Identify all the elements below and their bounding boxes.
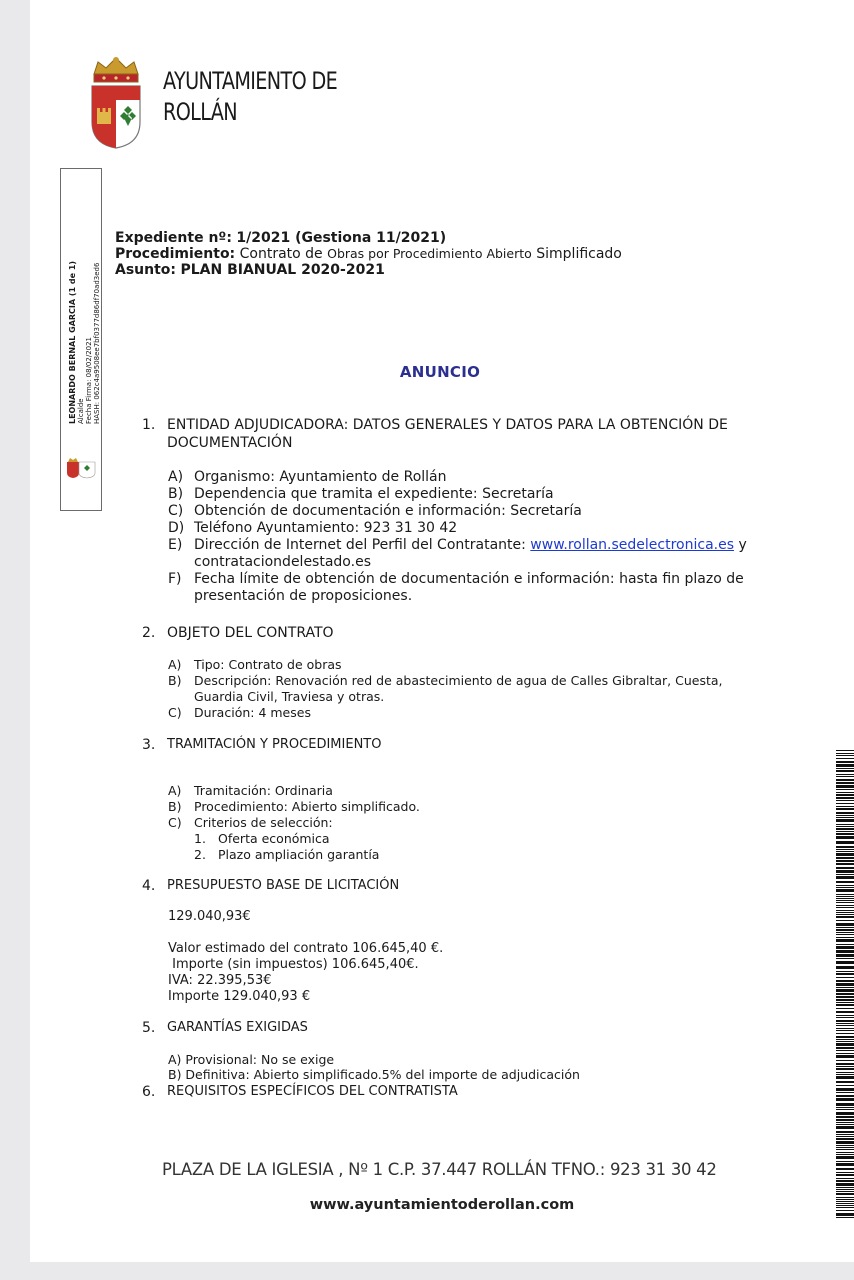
barcode-bar: [836, 958, 854, 959]
barcode-bar: [836, 808, 854, 810]
coat-of-arms-logo: [88, 54, 144, 150]
section-number: 5.: [142, 1020, 156, 1036]
barcode-bar: [836, 1008, 854, 1009]
barcode-bar: [836, 1053, 854, 1054]
barcode-bar: [836, 815, 854, 816]
barcode-bar: [836, 896, 854, 897]
barcode-bar: [836, 1197, 854, 1198]
barcode-bar: [836, 1107, 854, 1108]
barcode-bar: [836, 782, 854, 784]
barcode-bar: [836, 789, 854, 790]
barcode-bar: [836, 1081, 854, 1083]
barcode-bar: [836, 1074, 854, 1075]
barcode-bar: [836, 1161, 854, 1162]
barcode-bar: [836, 755, 854, 756]
list-item: [168, 469, 747, 486]
list-item: [168, 705, 723, 721]
barcode-bar: [836, 929, 854, 931]
barcode-bar: [836, 1189, 854, 1190]
barcode-bar: [836, 1187, 854, 1188]
barcode-bar: [836, 987, 854, 988]
barcode-bar: [836, 1168, 854, 1170]
asunto-value: PLAN BIANUAL 2020-2021: [180, 262, 385, 278]
barcode-bar: [836, 1095, 854, 1097]
barcode-bar: [836, 1112, 854, 1115]
barcode-bar: [836, 776, 854, 777]
barcode-bar: [836, 1122, 854, 1123]
item-text: Duración: 4 meses: [194, 705, 311, 720]
barcode-bar: [836, 779, 854, 781]
section-title-text: REQUISITOS ESPECÍFICOS DEL CONTRATISTA: [167, 1084, 458, 1099]
barcode-bar: [836, 1174, 854, 1176]
guarantee-line: A) Provisional: No se exige: [168, 1052, 335, 1067]
barcode-bar: [836, 1020, 854, 1022]
barcode-image: [836, 750, 854, 1218]
barcode-bar: [836, 1207, 854, 1208]
barcode-bar: [836, 857, 854, 859]
barcode-bar: [836, 1063, 854, 1065]
barcode-bar: [836, 833, 854, 835]
signature-date: Fecha Firma: 08/02/2021: [85, 336, 93, 424]
barcode-bar: [836, 1023, 854, 1024]
barcode-bar: [836, 774, 854, 775]
item-text-cont: Guardia Civil, Traviesa y otras.: [194, 689, 385, 704]
item-text: Dirección de Internet del Perfil del Contratante:: [194, 537, 526, 553]
barcode-bar: [836, 961, 854, 964]
barcode-bar: [836, 1172, 854, 1173]
list-item: [168, 783, 420, 799]
barcode-bar: [836, 950, 854, 953]
barcode-bar: [836, 1060, 854, 1061]
procedimiento-label: Procedimiento:: [115, 246, 236, 262]
barcode-bar: [836, 846, 854, 848]
barcode-bar: [836, 934, 854, 935]
barcode-bar: [836, 800, 854, 801]
barcode-bar: [836, 1154, 854, 1155]
item-text-cont: presentación de proposiciones.: [194, 588, 413, 604]
barcode-bar: [836, 1191, 854, 1192]
signature-stamp: [68, 244, 102, 424]
barcode-bar: [836, 910, 854, 911]
item-text: Criterios de selección:: [194, 815, 333, 830]
barcode-bar: [836, 817, 854, 818]
barcode-bar: [836, 1213, 854, 1216]
barcode-bar: [836, 836, 854, 839]
barcode-bar: [836, 1098, 854, 1101]
barcode-bar: [836, 887, 854, 888]
item-label: D): [168, 520, 185, 536]
item-text: Teléfono Ayuntamiento: 923 31 30 42: [194, 520, 458, 536]
procedimiento-line: [115, 246, 622, 262]
barcode-bar: [836, 973, 854, 975]
header-title-line1: AYUNTAMIENTO DE: [163, 67, 338, 95]
budget-line: IVA: 22.395,53€: [168, 973, 272, 988]
section-number: 3.: [142, 737, 156, 753]
item-text: Organismo: Ayuntamiento de Rollán: [194, 469, 447, 485]
barcode-bar: [836, 1201, 854, 1202]
section-title-text: PRESUPUESTO BASE DE LICITACIÓN: [167, 878, 400, 893]
barcode-bar: [836, 1043, 854, 1046]
item-text: Fecha límite de obtención de documentación e información: hasta fin plazo de: [194, 571, 744, 587]
barcode-bar: [836, 1199, 854, 1200]
barcode-bar: [836, 996, 854, 998]
item-text: Descripción: Renovación red de abastecimiento de agua de Calles Gibraltar, Cuesta,: [194, 673, 723, 688]
barcode-bar: [836, 770, 854, 772]
signer-role: Alcalde: [77, 398, 85, 424]
footer-address: PLAZA DE LA IGLESIA , Nº 1 C.P. 37.447 ROLLÁN TFNO.: 923 31 30 42: [162, 1160, 717, 1179]
document-page: [30, 0, 854, 1262]
barcode-bar: [836, 851, 854, 852]
barcode-bar: [836, 1066, 854, 1067]
section-title-text-cont: DOCUMENTACIÓN: [167, 435, 293, 451]
section-number: 1.: [142, 417, 156, 433]
barcode-bar: [836, 1109, 854, 1110]
item-label: F): [168, 571, 182, 587]
section-3-list: [168, 783, 420, 863]
barcode-bar: [836, 971, 854, 972]
barcode-bar: [836, 916, 854, 918]
expediente-value: 1/2021 (Gestiona 11/2021): [236, 230, 447, 246]
section-number: 4.: [142, 878, 156, 894]
barcode-bar: [836, 812, 854, 814]
barcode-bar: [836, 1126, 854, 1129]
barcode-bar: [836, 1203, 854, 1204]
barcode-bar: [836, 1210, 854, 1211]
item-label: B): [168, 673, 182, 688]
barcode-bar: [836, 860, 854, 862]
item-text: Plazo ampliación garantía: [218, 847, 380, 862]
section-2-list: [168, 657, 723, 721]
section-number: 2.: [142, 625, 156, 641]
item-text-after: y: [738, 537, 747, 553]
barcode-bar: [836, 946, 854, 949]
item-label: 1.: [194, 831, 206, 846]
perfil-contratante-link[interactable]: www.rollan.sedelectronica.es: [530, 537, 735, 553]
barcode-bar: [836, 1152, 854, 1153]
item-label: A): [168, 783, 182, 798]
section-title-text: OBJETO DEL CONTRATO: [167, 625, 334, 641]
barcode-bar: [836, 1050, 854, 1051]
barcode-bar: [836, 1055, 854, 1058]
sub-list: [168, 831, 420, 863]
barcode-bar: [836, 1163, 854, 1166]
barcode-bar: [836, 1193, 854, 1195]
procedimiento-value-b: Obras por Procedimiento Abierto: [327, 246, 532, 261]
barcode-bar: [836, 750, 854, 751]
barcode-bar: [836, 1085, 854, 1086]
list-item: [168, 537, 747, 571]
barcode-bar: [836, 894, 854, 895]
item-text: Tipo: Contrato de obras: [194, 657, 342, 672]
barcode-bar: [836, 758, 854, 759]
barcode-bar: [836, 927, 854, 928]
item-label: C): [168, 503, 184, 519]
item-text: Oferta económica: [218, 831, 330, 846]
barcode-bar: [836, 1004, 854, 1006]
procedimiento-value-c: Simplificado: [536, 246, 622, 262]
barcode-bar: [836, 1036, 854, 1038]
barcode-bar: [836, 753, 854, 754]
barcode-bar: [836, 1180, 854, 1182]
barcode-bar: [836, 1116, 854, 1118]
barcode-bar: [836, 1147, 854, 1148]
barcode-bar: [836, 966, 854, 969]
barcode-bar: [836, 923, 854, 926]
anuncio-heading: ANUNCIO: [399, 363, 481, 381]
barcode-bar: [836, 944, 854, 945]
barcode-bar: [836, 900, 854, 901]
barcode-bar: [836, 1149, 854, 1150]
barcode-bar: [836, 785, 854, 788]
item-label: E): [168, 537, 183, 553]
barcode-bar: [836, 831, 854, 832]
barcode-bar: [836, 1025, 854, 1026]
barcode-bar: [836, 1092, 854, 1093]
barcode-bar: [836, 797, 854, 799]
sub-list-item: [194, 831, 420, 847]
item-label: A): [168, 469, 184, 485]
barcode-bar: [836, 889, 854, 892]
list-item: [168, 571, 747, 605]
guarantee-line: B) Definitiva: Abierto simplificado.5% del importe de adjudicación: [168, 1067, 580, 1082]
guarantees-list: [168, 1052, 580, 1082]
section-title-text: ENTIDAD ADJUDICADORA: DATOS GENERALES Y DATOS PARA LA OBTENCIÓN DE: [167, 417, 728, 433]
barcode-bar: [836, 1017, 854, 1018]
barcode-bar: [836, 849, 854, 850]
list-item: [168, 486, 747, 503]
header-title-line2: ROLLÁN: [163, 98, 237, 126]
barcode-bar: [836, 1119, 854, 1121]
item-text: Procedimiento: Abierto simplificado.: [194, 799, 420, 814]
barcode-bar: [836, 1041, 854, 1042]
barcode-bar: [836, 1068, 854, 1070]
barcode-bar: [836, 993, 854, 995]
barcode-bar: [836, 824, 854, 825]
expediente-label: Expediente nº:: [115, 230, 232, 246]
barcode-bar: [836, 1088, 854, 1091]
barcode-bar: [836, 870, 854, 873]
barcode-bar: [836, 1141, 854, 1144]
barcode-bar: [836, 1103, 854, 1106]
barcode-bar: [836, 863, 854, 865]
barcode-bar: [836, 794, 854, 796]
section-title-text: GARANTÍAS EXIGIDAS: [167, 1020, 308, 1035]
barcode-bar: [836, 874, 854, 875]
barcode-bar: [836, 1028, 854, 1029]
item-text: Tramitación: Ordinaria: [194, 783, 333, 798]
signature-logo-icon: [65, 457, 97, 479]
barcode-bar: [836, 1030, 854, 1031]
barcode-bar: [836, 1015, 854, 1016]
signature-hash: HASH: 062c4a9508ee7bf0377d86df70ad3ed6: [93, 262, 101, 424]
barcode-bar: [836, 841, 854, 844]
asunto-label: Asunto:: [115, 262, 177, 278]
barcode-bar: [836, 1039, 854, 1040]
barcode-bar: [836, 876, 854, 879]
barcode-bar: [836, 881, 854, 883]
list-item: [168, 673, 723, 705]
barcode-bar: [836, 826, 854, 827]
barcode-bar: [836, 1124, 854, 1125]
barcode-bar: [836, 819, 854, 822]
barcode-bar: [836, 761, 854, 763]
barcode-bar: [836, 853, 854, 856]
signer-name: LEONARDO BERNAL GARCIA (1 de 1): [68, 260, 77, 424]
barcode-bar: [836, 792, 854, 793]
barcode-bar: [836, 912, 854, 913]
budget-line: Importe (sin impuestos) 106.645,40€.: [168, 957, 419, 972]
item-label: C): [168, 815, 182, 830]
budget-amount: 129.040,93€: [168, 909, 251, 924]
list-item: [168, 520, 747, 537]
barcode-bar: [836, 1136, 854, 1137]
barcode-bar: [836, 932, 854, 933]
expediente-block: [115, 230, 622, 278]
barcode-bar: [836, 983, 854, 986]
section-title-text: TRAMITACIÓN Y PROCEDIMIENTO: [167, 737, 382, 752]
budget-line: Importe 129.040,93 €: [168, 989, 311, 1004]
barcode-bar: [836, 920, 854, 921]
barcode-bar: [836, 764, 854, 767]
procedimiento-value-a: Contrato de: [239, 246, 323, 262]
barcode-bar: [836, 1145, 854, 1146]
barcode-bar: [836, 1072, 854, 1073]
barcode-bar: [836, 1183, 854, 1186]
item-text: Dependencia que tramita el expediente: Secretaría: [194, 486, 554, 502]
item-label: B): [168, 799, 182, 814]
item-text-cont: contrataciondelestado.es: [194, 554, 371, 570]
barcode-bar: [836, 885, 854, 886]
item-label: 2.: [194, 847, 206, 862]
barcode-bar: [836, 806, 854, 807]
item-label: A): [168, 657, 182, 672]
expediente-line: [115, 230, 622, 246]
barcode-bar: [836, 1156, 854, 1159]
barcode-bar: [836, 1011, 854, 1013]
barcode-bar: [836, 867, 854, 869]
barcode-bar: [836, 828, 854, 830]
section-number: 6.: [142, 1084, 156, 1100]
barcode-bar: [836, 1205, 854, 1206]
section-1-list: [168, 469, 747, 605]
barcode-bar: [836, 1217, 854, 1218]
list-item: [168, 503, 747, 520]
barcode-bar: [836, 803, 854, 804]
list-item: [168, 657, 723, 673]
item-label: C): [168, 705, 182, 720]
header-title: [163, 66, 337, 128]
barcode-bar: [836, 905, 854, 906]
barcode-bar: [836, 898, 854, 899]
footer-website: www.ayuntamientoderollan.com: [309, 1197, 575, 1213]
budget-line: Valor estimado del contrato 106.645,40 €.: [168, 941, 444, 956]
barcode-bar: [836, 914, 854, 915]
barcode-bar: [836, 1033, 854, 1034]
barcode-bar: [836, 1178, 854, 1179]
barcode-bar: [836, 954, 854, 957]
barcode-bar: [836, 1138, 854, 1140]
budget-details: [168, 941, 443, 1005]
barcode-bar: [836, 937, 854, 938]
sub-list-item: [194, 847, 420, 863]
barcode-bar: [836, 1002, 854, 1003]
barcode-bar: [836, 907, 854, 908]
item-label: B): [168, 486, 184, 502]
asunto-line: [115, 262, 622, 278]
barcode-bar: [836, 977, 854, 978]
barcode-bar: [836, 768, 854, 769]
barcode-bar: [836, 1076, 854, 1079]
barcode-bar: [836, 1131, 854, 1133]
barcode-bar: [836, 980, 854, 982]
list-item: [168, 815, 420, 831]
barcode-bar: [836, 999, 854, 1001]
barcode-bar: [836, 989, 854, 992]
barcode-bar: [836, 902, 854, 903]
barcode-bar: [836, 1134, 854, 1135]
barcode-bar: [836, 1047, 854, 1049]
item-text: Obtención de documentación e información: Secretaría: [194, 503, 582, 519]
list-item: [168, 799, 420, 815]
barcode-bar: [836, 939, 854, 942]
